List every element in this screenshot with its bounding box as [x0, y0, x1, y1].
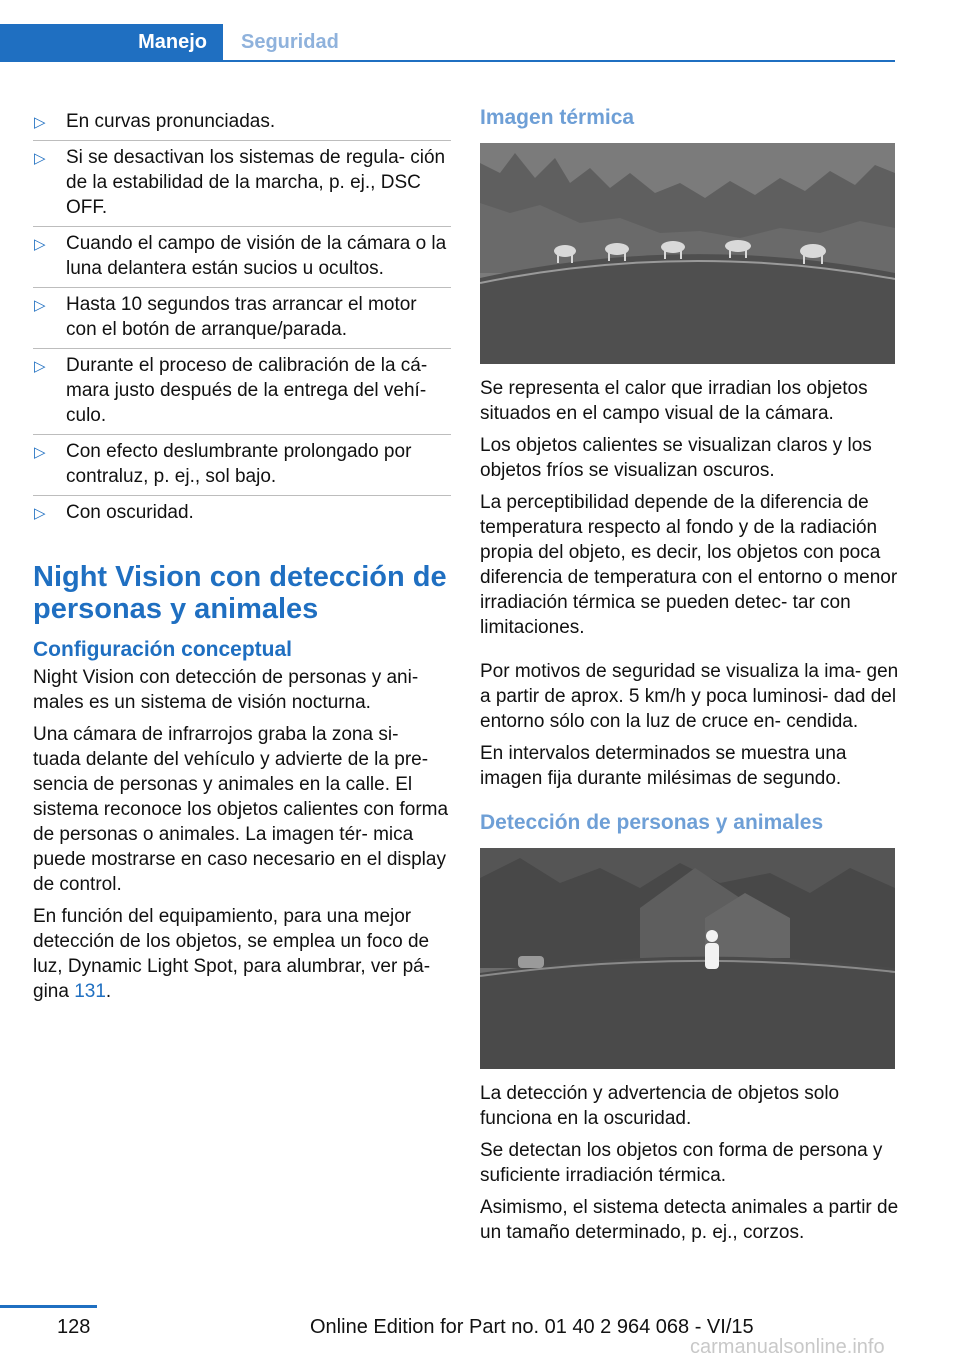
- edition-note: Online Edition for Part no. 01 40 2 964 068 - VI/15: [310, 1316, 754, 1338]
- header-divider: [0, 60, 895, 62]
- triangle-bullet-icon: ▷: [34, 444, 46, 461]
- triangle-bullet-icon: ▷: [34, 505, 46, 522]
- list-item: ▷ Con efecto deslumbrante prolongado por contraluz, p. ej., sol bajo.: [33, 435, 451, 496]
- list-item: ▷ Con oscuridad.: [34, 502, 194, 523]
- page-header: [0, 0, 960, 62]
- section-title: Night Vision con detección de personas y animales: [33, 561, 447, 625]
- list-item: ▷ Hasta 10 segundos tras arrancar el motor con el botón de arranque/parada.: [33, 288, 451, 349]
- triangle-bullet-icon: ▷: [34, 358, 46, 375]
- heading-deteccion: Detección de personas y animales: [480, 811, 824, 834]
- paragraph: Asimismo, el sistema detecta animales a partir de un tamaño determinado, p. ej., corzos.: [480, 1197, 899, 1243]
- paragraph: Night Vision con detección de personas y ani‐ males es un sistema de visión nocturna.: [33, 667, 419, 713]
- triangle-bullet-icon: ▷: [34, 114, 46, 131]
- thermal-image-animals: [480, 143, 895, 364]
- list-item: ▷ En curvas pronunciadas.: [33, 105, 451, 141]
- list-item: ▷ Durante el proceso de calibración de la cá‐ mara justo después de la entrega del vehí‐ culo.: [33, 349, 451, 435]
- subsection-title: Configuración conceptual: [33, 638, 293, 661]
- right-column: [480, 105, 900, 1252]
- heading-imagen-termica: Imagen térmica: [480, 106, 635, 129]
- page-number: 128: [57, 1316, 91, 1338]
- list-item: ▷ Si se desactivan los sistemas de regula‐ ción de la estabilidad de la marcha, p. ej., DSC OFF.: [33, 141, 451, 227]
- condition-list: [33, 105, 451, 531]
- tab-seguridad[interactable]: Seguridad: [241, 31, 339, 53]
- paragraph: En intervalos determinados se muestra una imagen fija durante milésimas de segundo.: [480, 743, 847, 789]
- paragraph: La perceptibilidad depende de la diferencia de temperatura respecto al fondo y de la radiación propia del objeto, es decir, los objetos con poca diferencia de temperatura con el entorno o menor irradiación térmica se pueden detec‐ tar con limitaciones.: [480, 492, 898, 638]
- list-item: ▷ Cuando el campo de visión de la cámara o la luna delantera están sucios u ocultos.: [33, 227, 451, 288]
- paragraph: Por motivos de seguridad se visualiza la ima‐ gen a partir de aprox. 5 km/h y poca luminosi‐ dad del entorno sólo con la luz de cruce en‐ cendida.: [480, 661, 899, 732]
- paragraph: Se representa el calor que irradian los objetos situados en el campo visual de la cámara.: [480, 378, 868, 424]
- footer-divider: [0, 1305, 97, 1308]
- paragraph: La detección y advertencia de objetos solo funciona en la oscuridad.: [480, 1083, 840, 1129]
- triangle-bullet-icon: ▷: [34, 236, 46, 253]
- spacer: [480, 647, 900, 659]
- left-column: [33, 105, 451, 1011]
- tab-manejo[interactable]: Manejo: [0, 24, 223, 60]
- paragraph: En función del equipamiento, para una mejor detección de los objetos, se emplea un foco de luz, Dynamic Light Spot, para alumbrar, ver pá‐ gina 131.: [33, 906, 431, 1002]
- spacer: [480, 798, 900, 810]
- page-link[interactable]: 131: [74, 981, 106, 1002]
- paragraph: Se detectan los objetos con forma de persona y suficiente irradiación térmica.: [480, 1140, 883, 1186]
- thermal-image-pedestrian: [480, 848, 895, 1069]
- watermark: carmanualsonline.info: [690, 1336, 885, 1358]
- paragraph: Los objetos calientes se visualizan claros y los objetos fríos se visualizan oscuros.: [480, 435, 872, 481]
- triangle-bullet-icon: ▷: [34, 150, 46, 167]
- paragraph: Una cámara de infrarrojos graba la zona si‐ tuada delante del vehículo y advierte de la pre‐ sencia de personas y animales en la calle. El sistema reconoce los objetos calientes con forma de personas o animales. La imagen tér‐ mica puede mostrarse en caso necesario en el display de control.: [33, 724, 449, 895]
- triangle-bullet-icon: ▷: [34, 297, 46, 314]
